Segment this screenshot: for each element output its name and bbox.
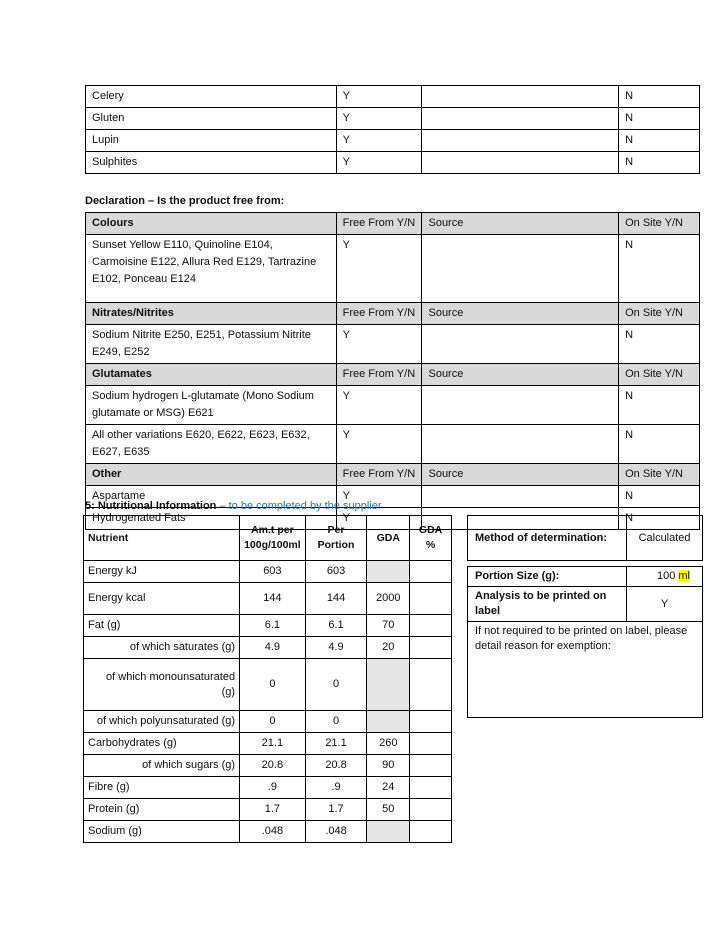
declaration-item: Hydrogenated Fats [86,508,337,530]
nutrient-gda-percent [410,799,452,821]
nutrition-subtitle: – to be completed by the supplier [219,500,382,512]
group-name: Nitrates/Nitrites [86,303,337,325]
nutrient-amount: 0 [240,711,306,733]
declaration-source [422,235,619,303]
declaration-onsite: N [619,386,700,425]
nutrient-amount: 6.1 [240,615,306,637]
nutrient-name: of which polyunsaturated (g) [84,711,240,733]
group-name: Other [86,464,337,486]
nutrient-gda [367,561,410,583]
nutrient-name: Fibre (g) [84,777,240,799]
declaration-free: Y [336,508,422,530]
nutrient-row [84,583,452,615]
allergen-name: Gluten [86,108,337,130]
group-name: Colours [86,213,337,235]
nutrient-gda-percent [410,583,452,615]
nutrient-amount: 21.1 [240,733,306,755]
portion-size-value [627,567,703,587]
declaration-onsite: N [619,325,700,364]
nutrient-row [84,755,452,777]
nutrient-name: Fat (g) [84,615,240,637]
nutrient-portion: 0 [305,711,367,733]
nutrient-gda-percent [410,561,452,583]
free-from-header: Free From Y/N [336,464,422,486]
allergen-free: Y [336,108,422,130]
nutrient-gda [367,659,410,711]
declaration-free: Y [336,325,422,364]
nutrient-name: Protein (g) [84,799,240,821]
allergen-free: Y [336,130,422,152]
nutrient-gda: 2000 [367,583,410,615]
nutrient-row [84,711,452,733]
allergen-source [422,152,619,174]
nutrient-gda [367,821,410,843]
declaration-onsite: N [619,235,700,303]
group-header-row [86,464,700,486]
group-header-row [86,303,700,325]
nutrient-row [84,733,452,755]
declaration-source [422,386,619,425]
declaration-row [86,386,700,425]
nutrient-portion: 144 [305,583,367,615]
allergen-table [85,85,700,174]
nutrient-amount: .048 [240,821,306,843]
allergen-onsite: N [619,108,700,130]
declaration-item: Sodium hydrogen L-glutamate (Mono Sodium glutamate or MSG) E621 [86,386,337,425]
declaration-free: Y [336,386,422,425]
nutrient-portion: .048 [305,821,367,843]
allergen-row [86,86,700,108]
source-header: Source [422,464,619,486]
source-header: Source [422,364,619,386]
amount-header: Am.t per 100g/100ml [240,516,306,561]
on-site-header: On Site Y/N [619,364,700,386]
nutrient-row [84,637,452,659]
nutrient-amount: 144 [240,583,306,615]
allergen-name: Celery [86,86,337,108]
nutrient-portion: 4.9 [305,637,367,659]
nutrition-title: 5: Nutritional Information [85,500,217,512]
exemption-text: If not required to be printed on label, please detail reason for exemption: [468,622,703,718]
nutrition-table [83,515,452,843]
nutrient-gda-percent [410,777,452,799]
portion-size-number: 100 [656,570,676,582]
nutrient-portion: 20.8 [305,755,367,777]
nutrient-portion: 0 [305,659,367,711]
declaration-source [422,486,619,508]
free-from-header: Free From Y/N [336,364,422,386]
allergen-free: Y [336,86,422,108]
nutrient-name: of which sugars (g) [84,755,240,777]
source-header: Source [422,303,619,325]
nutrient-name: Sodium (g) [84,821,240,843]
analysis-label: Analysis to be printed on label [468,587,627,622]
nutrient-amount: 0 [240,659,306,711]
nutrient-gda: 20 [367,637,410,659]
allergen-name: Lupin [86,130,337,152]
nutrient-amount: 20.8 [240,755,306,777]
allergen-onsite: N [619,130,700,152]
portion-size-unit: ml [678,570,690,582]
nutrient-row [84,561,452,583]
on-site-header: On Site Y/N [619,464,700,486]
nutrient-header: Nutrient [84,516,240,561]
allergen-row [86,108,700,130]
gda-header: GDA [367,516,410,561]
nutrient-row [84,777,452,799]
allergen-free: Y [336,152,422,174]
declaration-source [422,425,619,464]
nutrient-row [84,659,452,711]
group-header-row [86,364,700,386]
free-from-header: Free From Y/N [336,303,422,325]
allergen-onsite: N [619,152,700,174]
nutrient-gda [367,711,410,733]
nutrient-name: Energy kcal [84,583,240,615]
nutrient-gda: 70 [367,615,410,637]
nutrient-portion: 6.1 [305,615,367,637]
nutrient-name: of which monounsaturated (g) [84,659,240,711]
allergen-row [86,152,700,174]
nutrient-row [84,821,452,843]
nutrient-portion: 603 [305,561,367,583]
declaration-item: All other variations E620, E622, E623, E632, E627, E635 [86,425,337,464]
declaration-onsite: N [619,486,700,508]
declaration-source [422,325,619,364]
declaration-item: Sodium Nitrite E250, E251, Potassium Nitrite E249, E252 [86,325,337,364]
nutrient-gda: 90 [367,755,410,777]
nutrient-portion: .9 [305,777,367,799]
nutrient-portion: 1.7 [305,799,367,821]
declaration-item: Sunset Yellow E110, Quinoline E104, Carmoisine E122, Allura Red E129, Tartrazine E102, Ponceau E124 [86,235,337,303]
nutrient-portion: 21.1 [305,733,367,755]
group-name: Glutamates [86,364,337,386]
nutrient-name: Energy kJ [84,561,240,583]
nutrient-gda-percent [410,755,452,777]
nutrient-amount: 4.9 [240,637,306,659]
declaration-row [86,425,700,464]
nutrient-gda: 24 [367,777,410,799]
on-site-header: On Site Y/N [619,303,700,325]
allergen-name: Sulphites [86,152,337,174]
nutrient-gda-percent [410,733,452,755]
nutrient-gda-percent [410,615,452,637]
allergen-source [422,130,619,152]
nutrition-heading [85,500,382,512]
declaration-heading: Declaration – Is the product free from: [85,195,285,207]
nutrient-amount: .9 [240,777,306,799]
declaration-table [85,212,700,530]
on-site-header: On Site Y/N [619,213,700,235]
nutrient-amount: 603 [240,561,306,583]
free-from-header: Free From Y/N [336,213,422,235]
allergen-source [422,108,619,130]
nutrient-amount: 1.7 [240,799,306,821]
nutrient-name: Carbohydrates (g) [84,733,240,755]
portion-size-label: Portion Size (g): [468,567,627,587]
nutrient-gda-percent [410,711,452,733]
nutrient-gda: 260 [367,733,410,755]
declaration-free: Y [336,235,422,303]
declaration-onsite: N [619,425,700,464]
declaration-item: Aspartame [86,486,337,508]
declaration-row [86,325,700,364]
nutrient-gda-percent [410,659,452,711]
group-header-row [86,213,700,235]
declaration-free: Y [336,425,422,464]
declaration-row [86,235,700,303]
portion-header: Per Portion [305,516,367,561]
method-value: Calculated [627,516,703,561]
nutrient-row [84,799,452,821]
nutrient-gda-percent [410,637,452,659]
nutrient-gda: 50 [367,799,410,821]
allergen-onsite: N [619,86,700,108]
declaration-free: Y [336,486,422,508]
nutrient-row [84,615,452,637]
method-table [467,515,703,718]
declaration-onsite: N [619,508,700,530]
allergen-row [86,130,700,152]
source-header: Source [422,213,619,235]
nutrient-gda-percent [410,821,452,843]
analysis-value: Y [627,587,703,622]
method-label: Method of determination: [468,516,627,561]
allergen-source [422,86,619,108]
gda-percent-header: GDA % [410,516,452,561]
nutrient-name: of which saturates (g) [84,637,240,659]
